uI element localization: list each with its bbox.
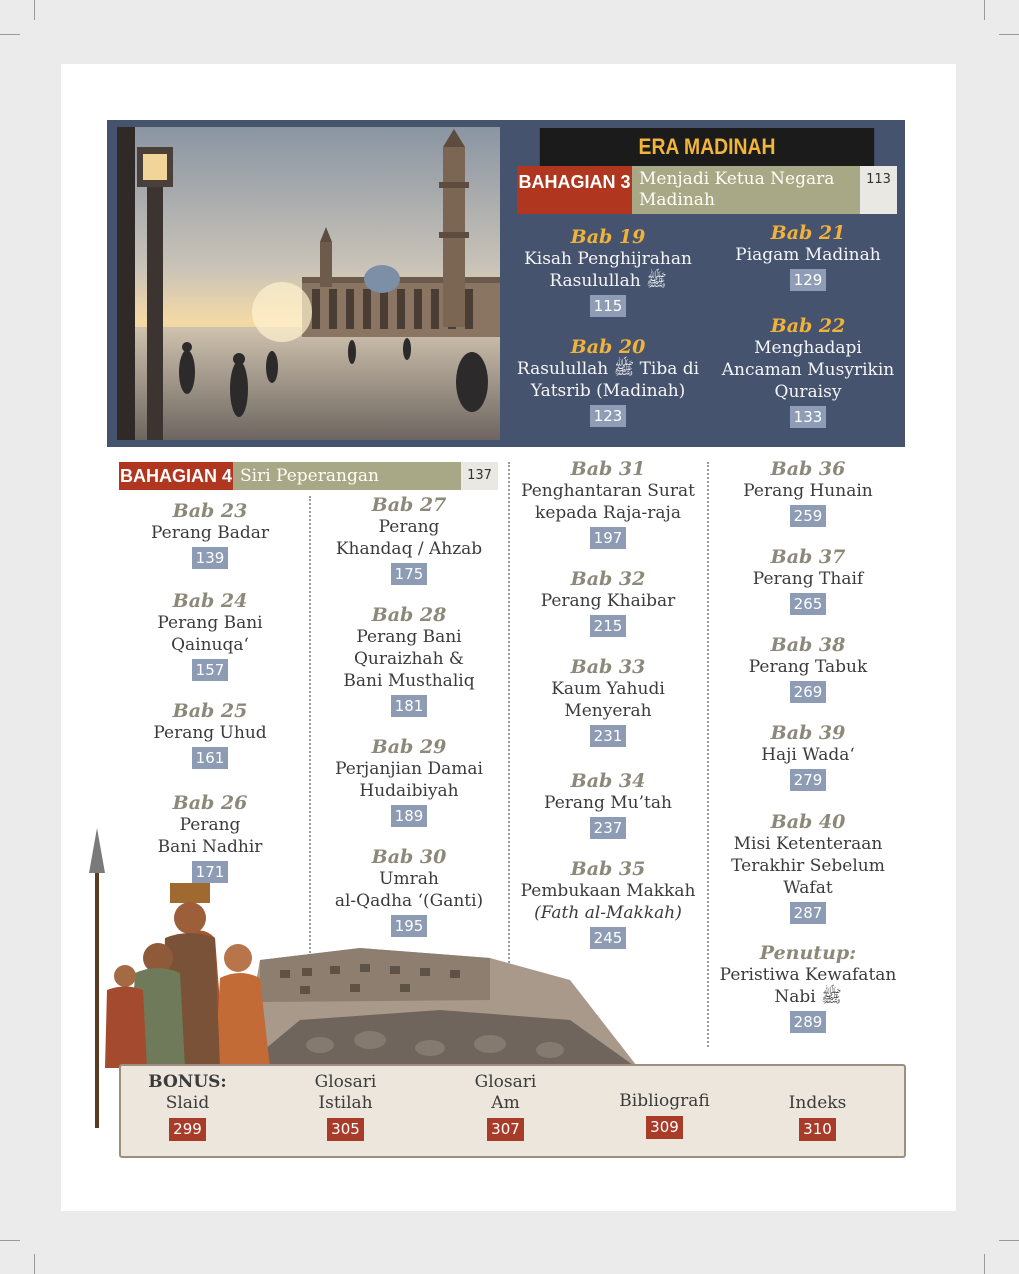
chapter-23[interactable] <box>115 500 305 569</box>
chapter-title: Kisah Penghijrahan Rasulullah ﷺ <box>524 249 692 291</box>
chapter-number: Bab 24 <box>172 590 248 612</box>
chapter-number: Bab 39 <box>770 722 846 744</box>
page-number: 289 <box>790 1011 827 1033</box>
chapter-title: Menghadapi Ancaman Musyrikin Quraisy <box>721 338 895 402</box>
part-3-title: Menjadi Ketua Negara Madinah <box>632 166 860 214</box>
chapter-number: Bab 29 <box>371 736 447 758</box>
bonus-glosari-am[interactable] <box>443 1072 568 1141</box>
crop-mark <box>34 1254 35 1274</box>
page-number: 309 <box>646 1116 683 1139</box>
chapter-number: Penutup: <box>759 942 857 964</box>
chapter-number: Bab 22 <box>770 315 846 337</box>
chapter-title: Perang Mu’tah <box>544 793 672 813</box>
chapter-title: Perang Khaibar <box>540 591 676 611</box>
page-number: 123 <box>590 405 627 427</box>
column-divider <box>707 462 709 1047</box>
page-number: 269 <box>790 681 827 703</box>
chapter-subtitle: (Fath al-Makkah) <box>534 903 682 923</box>
chapter-title: Perang Thaif <box>752 569 864 589</box>
chapter-title: Perjanjian Damai Hudaibiyah <box>335 759 483 801</box>
chapter-number: Bab 31 <box>570 458 646 480</box>
page-number: 237 <box>590 817 627 839</box>
chapter-title: Perang Bani Quraizhah & Bani Musthaliq <box>343 627 475 691</box>
bonus-title: Glosari Istilah <box>314 1072 377 1113</box>
chapter-32[interactable] <box>511 568 705 637</box>
chapter-title: Piagam Madinah <box>735 245 881 265</box>
chapter-title: Pembukaan Makkah <box>520 881 696 901</box>
chapter-21[interactable] <box>712 222 904 291</box>
page-number: 287 <box>790 902 827 924</box>
page-number: 115 <box>590 295 627 317</box>
chapter-number: Bab 19 <box>570 226 646 248</box>
chapter-number: Bab 32 <box>570 568 646 590</box>
chapter-39[interactable] <box>711 722 905 791</box>
chapter-number: Bab 27 <box>371 494 447 516</box>
page-number: 259 <box>790 505 827 527</box>
page-number: 139 <box>192 547 229 569</box>
chapter-title: Penghantaran Surat kepada Raja-raja <box>521 481 695 523</box>
page-number: 175 <box>391 563 428 585</box>
chapter-title: Perang Bani Nadhir <box>157 815 263 857</box>
chapter-33[interactable] <box>511 656 705 747</box>
bonus-bibliografi[interactable] <box>597 1091 732 1139</box>
bonus-slaid[interactable] <box>125 1072 250 1141</box>
chapter-30[interactable] <box>313 846 505 937</box>
bonus-indeks[interactable] <box>755 1093 880 1141</box>
chapter-40[interactable] <box>711 811 905 924</box>
fortress-illustration <box>240 940 640 1070</box>
chapter-title: Perang Hunain <box>743 481 873 501</box>
chapter-38[interactable] <box>711 634 905 703</box>
chapter-number: Bab 33 <box>570 656 646 678</box>
crop-mark <box>984 1254 985 1274</box>
chapter-title: Misi Ketenteraan Terakhir Sebelum Wafat <box>731 834 885 898</box>
part-3-label: BAHAGIAN 3 <box>517 166 632 214</box>
chapter-number: Bab 30 <box>371 846 447 868</box>
bonus-title: Bibliografi <box>619 1091 710 1111</box>
chapter-31[interactable] <box>511 458 705 549</box>
chapter-title: Perang Badar <box>150 523 269 543</box>
crop-mark <box>999 1240 1019 1241</box>
chapter-number: Bab 26 <box>172 792 248 814</box>
crop-mark <box>34 0 35 20</box>
chapter-number: Bab 21 <box>770 222 846 244</box>
chapter-22[interactable] <box>712 315 904 428</box>
chapter-24[interactable] <box>115 590 305 681</box>
page-number: 279 <box>790 769 827 791</box>
bonus-title: Indeks <box>788 1093 847 1113</box>
page-number: 215 <box>590 615 627 637</box>
bonus-glosari-istilah[interactable] <box>283 1072 408 1141</box>
chapter-28[interactable] <box>313 604 505 717</box>
part-4-page: 137 <box>461 462 498 490</box>
bonus-title: Glosari Am <box>474 1072 537 1113</box>
crop-mark <box>0 1240 20 1241</box>
chapter-27[interactable] <box>313 494 505 585</box>
chapter-number: Bab 35 <box>570 858 646 880</box>
chapter-title: Peristiwa Kewafatan Nabi ﷺ <box>719 965 897 1007</box>
chapter-number: Bab 40 <box>770 811 846 833</box>
bonus-label: BONUS: <box>148 1072 227 1092</box>
chapter-number: Bab 38 <box>770 634 846 656</box>
page-number: 299 <box>169 1118 206 1141</box>
page-number: 189 <box>391 805 428 827</box>
chapter-number: Bab 25 <box>172 700 248 722</box>
page-number: 195 <box>391 915 428 937</box>
chapter-number: Bab 23 <box>172 500 248 522</box>
chapter-36[interactable] <box>711 458 905 527</box>
chapter-25[interactable] <box>115 700 305 769</box>
page-number: 231 <box>590 725 627 747</box>
crop-mark <box>0 34 20 35</box>
chapter-title: Kaum Yahudi Menyerah <box>551 679 665 721</box>
chapter-title: Perang Khandaq / Ahzab <box>335 517 483 559</box>
page-number: 245 <box>590 927 627 949</box>
chapter-number: Bab 37 <box>770 546 846 568</box>
chapter-title: Perang Bani Qainuqa‘ <box>157 613 263 655</box>
chapter-35[interactable] <box>511 858 705 949</box>
crop-mark <box>984 0 985 20</box>
bonus-title: Slaid <box>165 1093 210 1113</box>
era-title: ERA MADINAH <box>540 128 874 166</box>
chapter-37[interactable] <box>711 546 905 615</box>
page-number: 161 <box>192 747 229 769</box>
chapter-title: Umrah al-Qadha ‘(Ganti) <box>334 869 484 911</box>
chapter-number: Bab 34 <box>570 770 646 792</box>
page-number: 197 <box>590 527 627 549</box>
chapter-penutup[interactable] <box>711 942 905 1033</box>
chapter-title: Rasulullah ﷺ Tiba di Yatsrib (Madinah) <box>516 359 700 401</box>
column-divider <box>508 462 510 970</box>
chapter-title: Perang Tabuk <box>748 657 868 677</box>
chapter-29[interactable] <box>313 736 505 827</box>
column-divider <box>309 496 311 956</box>
mosque-photo <box>117 127 500 440</box>
page-number: 307 <box>487 1118 524 1141</box>
part-3-page: 113 <box>860 166 897 214</box>
part-4-title: Siri Peperangan <box>233 462 461 490</box>
chapter-number: Bab 28 <box>371 604 447 626</box>
chapter-34[interactable] <box>511 770 705 839</box>
crop-mark <box>999 34 1019 35</box>
chapter-number: Bab 36 <box>770 458 846 480</box>
page-number: 171 <box>192 861 229 883</box>
page-number: 265 <box>790 593 827 615</box>
page-number: 157 <box>192 659 229 681</box>
page-number: 181 <box>391 695 428 717</box>
page-number: 310 <box>799 1118 836 1141</box>
chapter-number: Bab 20 <box>570 336 646 358</box>
part-4-label: BAHAGIAN 4 <box>119 462 233 490</box>
chapter-20[interactable] <box>513 336 703 427</box>
chapter-19[interactable] <box>513 226 703 317</box>
chapter-title: Perang Uhud <box>153 723 267 743</box>
page-number: 129 <box>790 269 827 291</box>
chapter-title: Haji Wada‘ <box>761 745 855 765</box>
page-number: 133 <box>790 406 827 428</box>
page-number: 305 <box>327 1118 364 1141</box>
